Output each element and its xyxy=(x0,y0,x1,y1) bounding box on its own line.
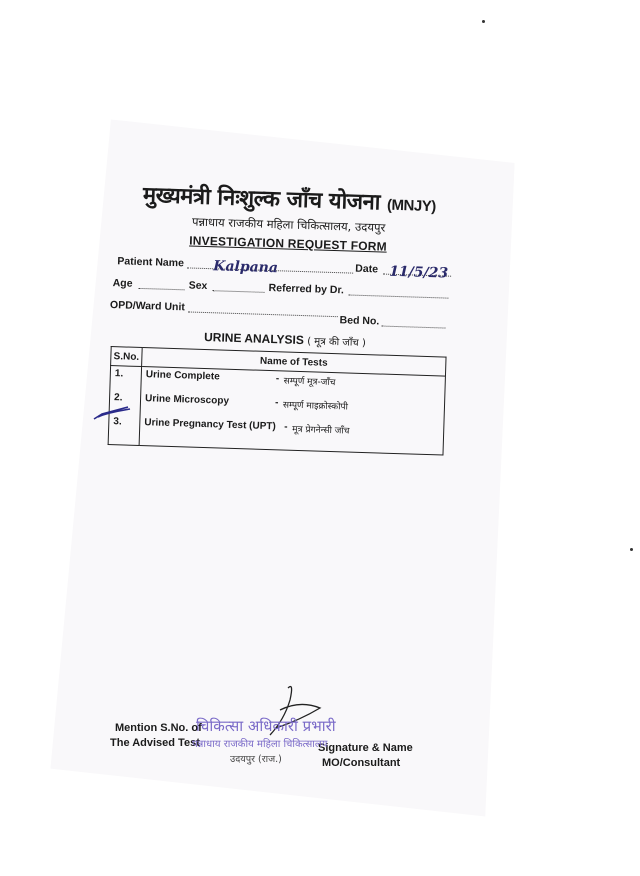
table-body-row xyxy=(108,366,445,455)
test-1-hindi: सम्पूर्ण मूत्र-जाँच xyxy=(283,376,336,389)
test-2-hindi: सम्पूर्ण माइक्रोस्कोपी xyxy=(282,400,349,413)
tests-table xyxy=(108,346,447,456)
test-2-dash: - xyxy=(274,397,279,409)
date-label: Date xyxy=(355,262,379,276)
opd-line[interactable] xyxy=(188,311,338,317)
test-1-dash: - xyxy=(275,373,280,385)
sno-1: 1. xyxy=(114,368,124,380)
sno-2: 2. xyxy=(113,392,123,404)
form-title: INVESTIGATION REQUEST FORM xyxy=(189,233,388,254)
signature-line-1: Signature & Name xyxy=(318,742,413,754)
test-3-dash: - xyxy=(284,421,288,433)
test-3-hindi: मूत्र प्रेगनेन्सी जाँच xyxy=(292,424,350,437)
col-name: Name of Tests xyxy=(142,348,446,377)
checkmark-icon xyxy=(92,405,132,425)
bed-label: Bed No. xyxy=(339,314,380,328)
mention-line-2: The Advised Test xyxy=(110,737,200,749)
title-hindi: मुख्यमंत्री निःशुल्क जाँच योजना xyxy=(142,182,381,216)
bed-line[interactable] xyxy=(381,326,445,329)
sex-label: Sex xyxy=(188,279,208,293)
date-value: 11/5/23 xyxy=(388,263,449,282)
stamp-line-2: पन्नाधाय राजकीय महिला चिकित्सालय xyxy=(192,739,328,750)
section-title-hindi: ( मूत्र की जाँच ) xyxy=(307,336,366,350)
col-sno: S.No. xyxy=(111,347,143,367)
signature-line-2: MO/Consultant xyxy=(322,757,401,769)
age-label: Age xyxy=(112,277,133,290)
age-line[interactable] xyxy=(139,288,185,290)
referred-label: Referred by Dr. xyxy=(268,281,345,297)
referred-line[interactable] xyxy=(348,294,448,298)
test-3-name: Urine Pregnancy Test (UPT) xyxy=(144,417,276,433)
hospital-name: पन्नाधाय राजकीय महिला चिकित्सालय, उदयपुर xyxy=(191,214,386,235)
opd-label: OPD/Ward Unit xyxy=(109,299,186,314)
stamp-line-1: चिकित्सा अधिकारी प्रभारी xyxy=(196,717,336,735)
stamp-line-3: उदयपुर (राज.) xyxy=(230,754,282,765)
sex-line[interactable] xyxy=(212,290,264,293)
tests-cell xyxy=(139,367,445,456)
section-title-en: URINE ANALYSIS xyxy=(203,329,305,348)
sno-3: 3. xyxy=(113,416,122,428)
patient-name-value: Kalpana xyxy=(213,258,279,277)
mention-line-1: Mention S.No. of xyxy=(115,722,202,734)
test-1-name: Urine Complete xyxy=(145,369,220,383)
test-2-name: Urine Microscopy xyxy=(144,393,230,407)
title-abbr: (MNJY) xyxy=(386,196,436,216)
patient-name-label: Patient Name xyxy=(117,255,185,270)
form-content xyxy=(104,178,468,456)
